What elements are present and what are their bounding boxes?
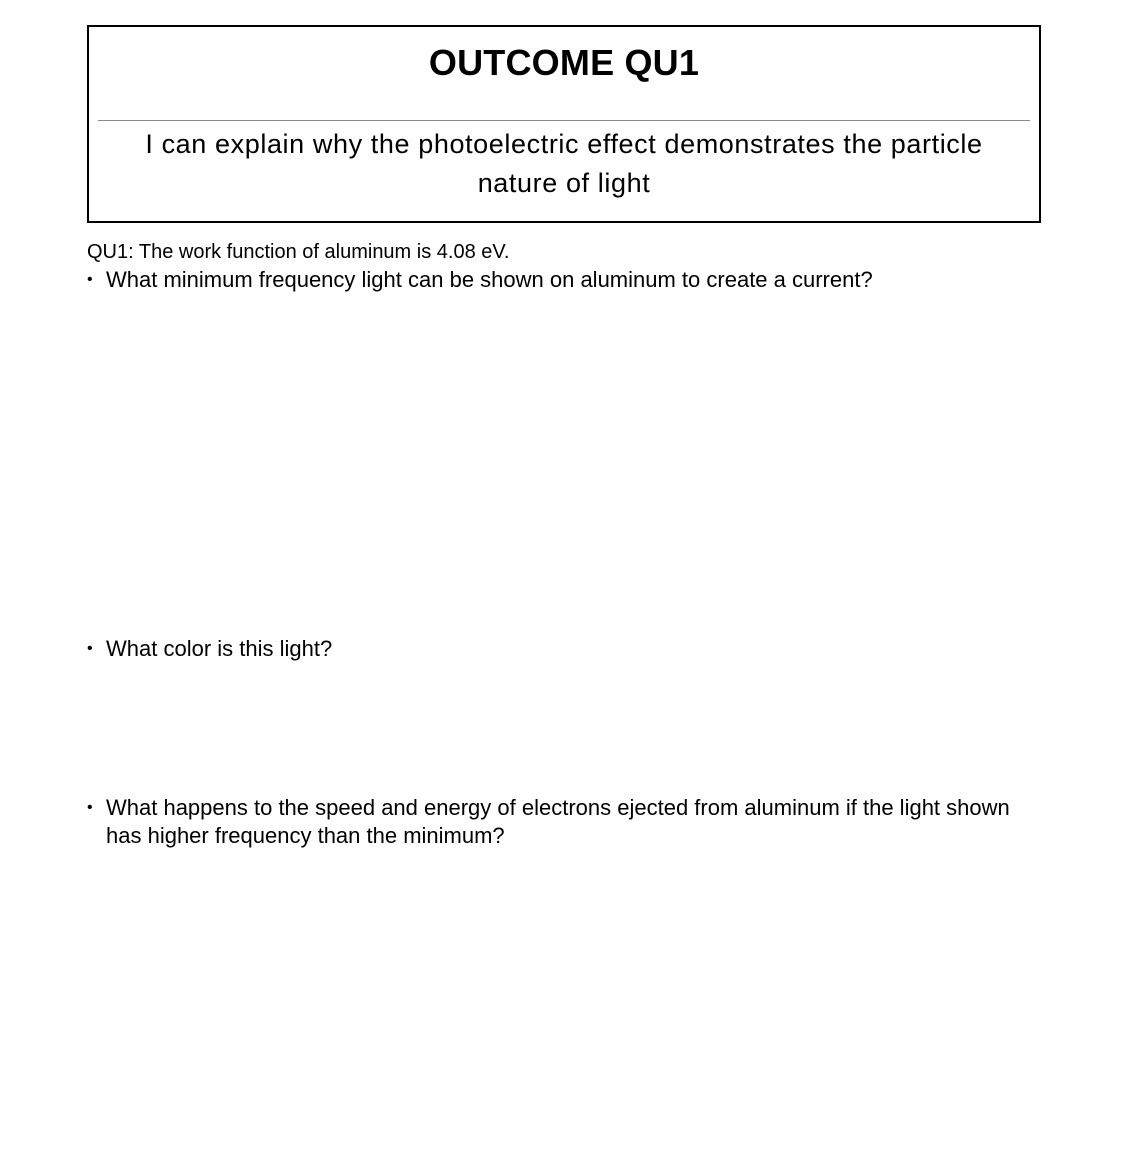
question-text-2: What color is this light?: [106, 636, 333, 661]
outcome-divider: [98, 120, 1030, 121]
outcome-statement: I can explain why the photoelectric effect demonstrates the particle nature of light: [145, 129, 983, 198]
bullet-icon: •: [87, 640, 93, 657]
question-text-3: What happens to the speed and energy of electrons ejected from aluminum if the light shown has higher frequency than the minimum?: [106, 795, 1010, 848]
outcome-title: OUTCOME QU1: [428, 42, 700, 83]
question-item-1: [87, 266, 1047, 294]
bullet-icon: •: [87, 799, 93, 816]
problem-intro: QU1: The work function of aluminum is 4.08 eV.: [87, 241, 510, 263]
question-item-2: [87, 635, 1047, 663]
question-item-3: [87, 794, 1047, 850]
outcome-box: [87, 25, 1041, 223]
question-text-1: What minimum frequency light can be shown on aluminum to create a current?: [106, 267, 873, 292]
bullet-icon: •: [87, 271, 93, 288]
